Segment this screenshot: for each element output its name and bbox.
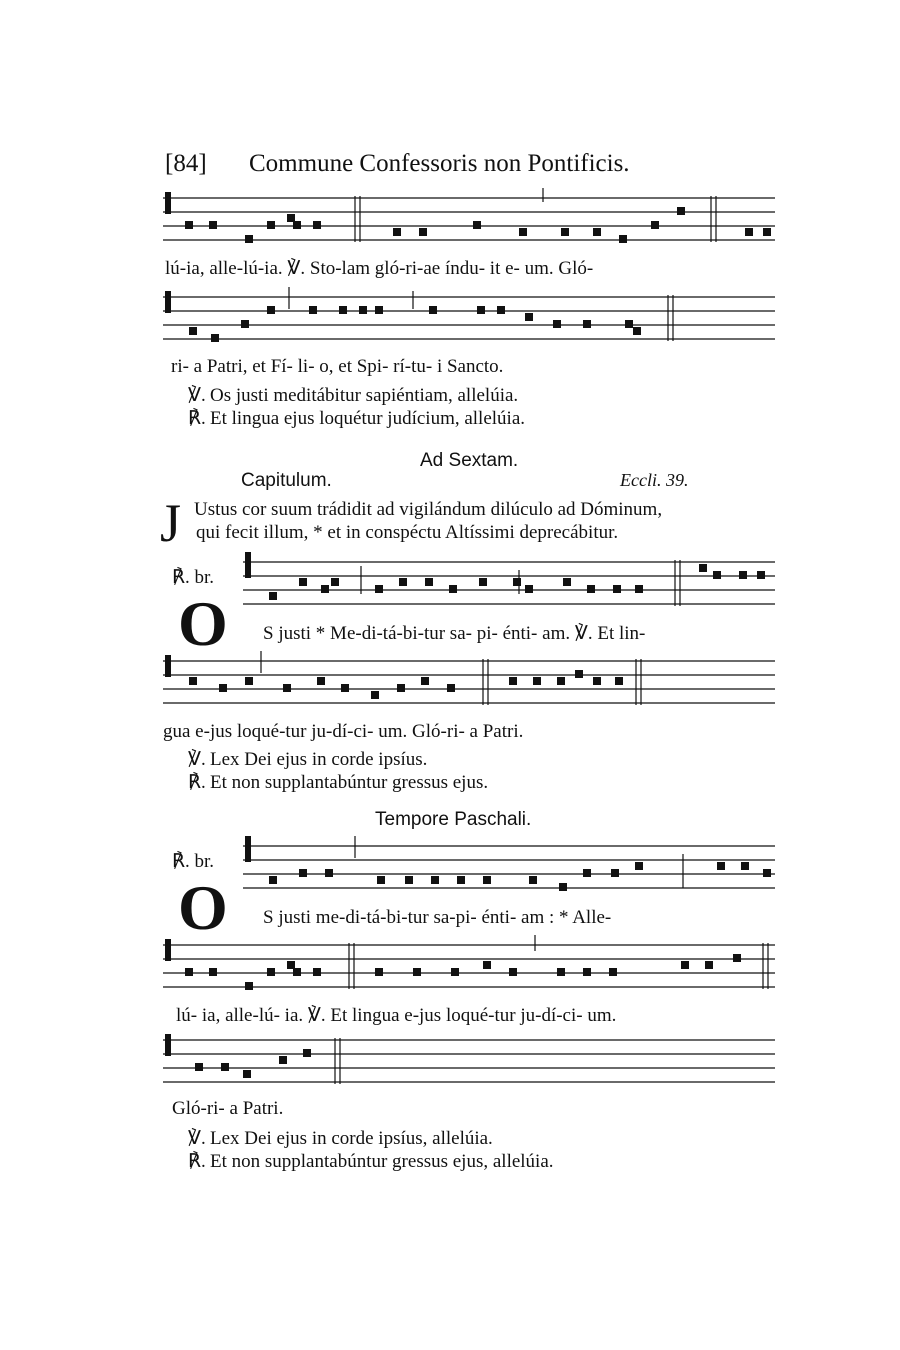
chant-staff-1 [163,188,775,250]
lyric-line: lú- ia, alle-lú- ia. ℣. Et lingua e-jus loqué-tur ju-dí-ci- um. [176,1005,617,1026]
chant-staff-4 [163,651,775,713]
response [188,1150,554,1173]
section-heading: Ad Sextam. [420,450,519,471]
page-header [165,150,785,184]
responsory-label: ℟. br. [172,567,215,588]
drop-cap-initial: J [160,493,182,553]
response-symbol: ℟. [188,1151,206,1172]
responsory-label: ℟. br. [172,851,215,872]
chant-staff-7 [163,1030,775,1092]
response [188,407,525,430]
response [188,771,488,794]
versicle-text: Os justi meditábitur sapiéntiam, allelúia. [210,385,519,406]
drop-cap-initial: O [178,872,228,943]
versicle-text: Lex Dei ejus in corde ipsíus. [210,749,428,770]
capitulum-heading: Capitulum. [241,470,332,491]
response-symbol: ℟. [188,408,206,429]
versicle [188,1127,493,1150]
versicle [188,748,427,771]
page-number: [84] [165,150,207,177]
lyric-line: S justi * Me-di-tá-bi-tur sa- pi- énti- am. ℣. Et lin- [263,623,646,644]
lyric-line: ri- a Patri, et Fí- li- o, et Spi- rí-tu- i Sancto. [171,356,504,377]
response-text: Et lingua ejus loquétur judícium, allelúia. [210,408,526,429]
response-text: Et non supplantabúntur gressus ejus. [210,772,489,793]
chant-staff-5 [243,836,775,898]
response-symbol: ℟. [188,772,206,793]
capitulum-line: qui fecit illum, * et in conspéctu Altíssimi deprecábitur. [196,522,619,543]
response-text: Et non supplantabúntur gressus ejus, allelúia. [210,1151,554,1172]
lyric-line: S justi me-di-tá-bi-tur sa-pi- énti- am : * Alle- [263,907,612,928]
section-heading: Tempore Paschali. [375,809,532,830]
versicle-symbol: ℣. [188,749,206,770]
chant-staff-3 [243,552,775,614]
versicle-text: Lex Dei ejus in corde ipsíus, allelúia. [210,1128,493,1149]
chant-staff-6 [163,935,775,997]
chant-staff-2 [163,287,775,349]
lyric-line: Gló-ri- a Patri. [172,1098,284,1119]
versicle-symbol: ℣. [188,1128,206,1149]
lyric-line: lú-ia, alle-lú-ia. ℣. Sto-lam gló-ri-ae índu- it e- um. Gló- [165,258,594,279]
versicle [188,384,518,407]
scripture-reference: Eccli. 39. [620,470,689,490]
versicle-symbol: ℣. [188,385,206,406]
drop-cap-initial: O [178,588,228,659]
capitulum-line: Ustus cor suum trádidit ad vigilándum dilúculo ad Dóminum, [194,499,663,520]
page-title: Commune Confessoris non Pontificis. [249,150,630,177]
lyric-line: gua e-jus loqué-tur ju-dí-ci- um. Gló-ri- a Patri. [163,721,524,742]
